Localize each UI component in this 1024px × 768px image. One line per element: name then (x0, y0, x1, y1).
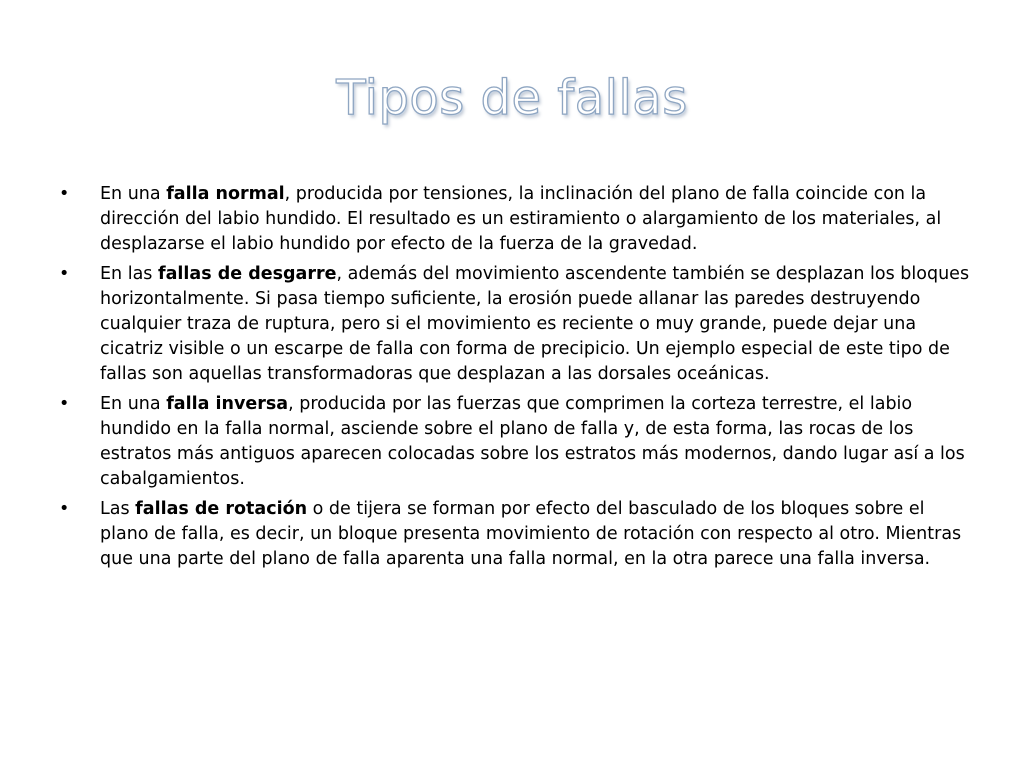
bullet-item-falla-normal (56, 182, 978, 257)
bullet-text-body: o de tijera se forman por efecto del basculado de los bloques sobre el plano de falla, es decir, un bloque presenta movimiento de rotación con respecto al otro. Mientras que una parte del plano de falla aparenta una falla normal, en la otra parece una falla inversa. (100, 499, 962, 570)
bullet-text-lead: En una (100, 394, 167, 415)
bullet-text-body: , producida por tensiones, la inclinación del plano de falla coincide con la dirección del labio hundido. El resultado es un estiramiento o alargamiento de los materiales, al desplazarse el labio hundido por efecto de la fuerza de la gravedad. (100, 184, 942, 254)
bullet-item-falla-inversa (56, 392, 978, 492)
bullet-list (56, 182, 978, 578)
bullet-icon: • (59, 499, 70, 520)
bullet-term: fallas de rotación (135, 499, 308, 520)
bullet-text-lead: En las (100, 264, 158, 285)
bullet-item-fallas-de-desgarre (56, 262, 978, 387)
slide-title: Tipos de fallas (336, 70, 688, 126)
bullet-icon: • (59, 184, 70, 204)
bullet-text-body: , además del movimiento ascendente también se desplazan los bloques horizontalmente. Si pasa tiempo suficiente, la erosión puede allanar las paredes destruyendo cualquier traza de ruptura, pero si el movimiento es reciente o muy grande, puede dejar una cicatriz visible o un escarpe de falla con forma de precipicio. Un ejemplo especial de este tipo de fallas son aquellas transformadoras que desplazan a las dorsales oceánicas. (100, 264, 970, 384)
bullet-item-fallas-de-rotacion (56, 497, 978, 572)
bullet-text-body: , producida por las fuerzas que comprimen la corteza terrestre, el labio hundido en la falla normal, asciende sobre el plano de falla y, de esta forma, las rocas de los estratos más antiguos aparecen colocadas sobre los estratos más modernos, dando lugar así a los cabalgamientos. (100, 394, 965, 489)
bullet-term: fallas de desgarre (157, 264, 337, 285)
bullet-icon: • (59, 394, 70, 415)
bullet-term: falla normal (166, 184, 285, 204)
bullet-term: falla inversa (166, 394, 289, 415)
bullet-icon: • (59, 264, 70, 285)
bullet-text-lead: Las (100, 499, 136, 520)
bullet-text-lead: En una (100, 184, 167, 204)
